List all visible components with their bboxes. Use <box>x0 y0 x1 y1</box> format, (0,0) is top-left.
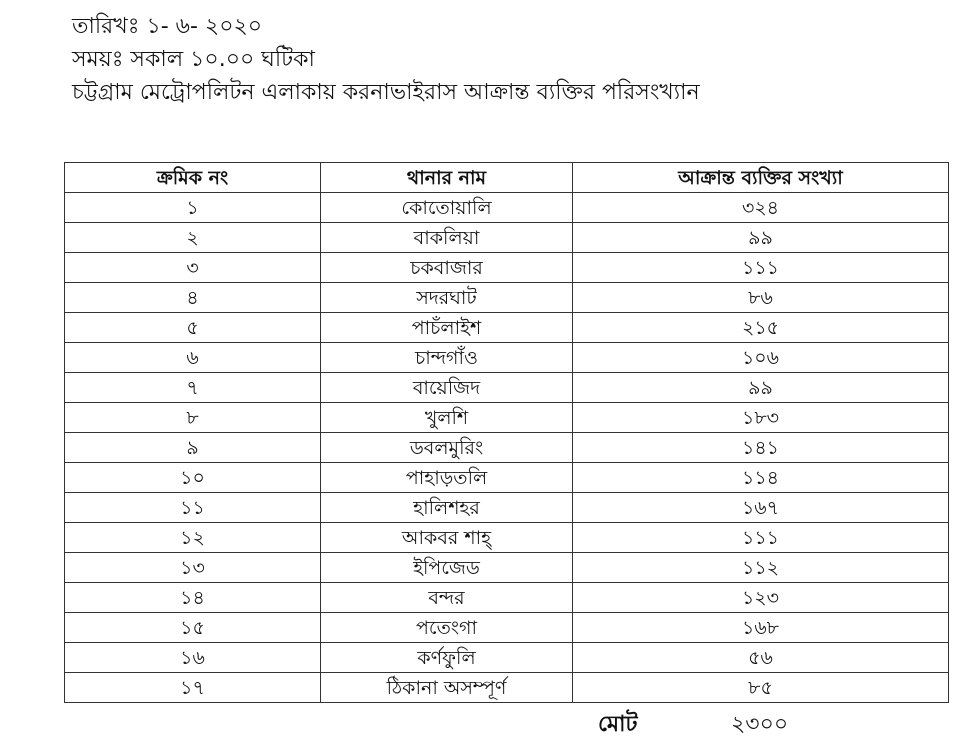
case-count-cell: ৫৬ <box>573 643 949 673</box>
serial-cell: ১১ <box>65 493 321 523</box>
serial-cell: ১৫ <box>65 613 321 643</box>
total-label: মোট <box>598 712 638 737</box>
column-header-thana-name: থানার নাম <box>321 163 573 193</box>
serial-cell: ১০ <box>65 463 321 493</box>
thana-name-cell: খুলশি <box>321 403 573 433</box>
serial-cell: ৫ <box>65 313 321 343</box>
thana-name-cell: ইপিজেড <box>321 553 573 583</box>
thana-name-cell: ডবলমুরিং <box>321 433 573 463</box>
serial-cell: ৮ <box>65 403 321 433</box>
thana-name-cell: আকবর শাহ্ <box>321 523 573 553</box>
case-count-cell: ১৪১ <box>573 433 949 463</box>
table-row <box>65 283 949 313</box>
table-row <box>65 193 949 223</box>
serial-cell: ৪ <box>65 283 321 313</box>
thana-name-cell: সদরঘাট <box>321 283 573 313</box>
serial-cell: ১৭ <box>65 673 321 703</box>
thana-name-cell: পাচঁলাইশ <box>321 313 573 343</box>
thana-name-cell: বাকলিয়া <box>321 223 573 253</box>
case-count-cell: ৩২৪ <box>573 193 949 223</box>
case-count-cell: ৮৫ <box>573 673 949 703</box>
case-count-cell: ১৬৭ <box>573 493 949 523</box>
serial-cell: ৭ <box>65 373 321 403</box>
table-row <box>65 463 949 493</box>
case-count-cell: ১১১ <box>573 253 949 283</box>
document-header <box>72 10 932 109</box>
table-row <box>65 433 949 463</box>
thana-name-cell: চান্দগাঁও <box>321 343 573 373</box>
table-row <box>65 223 949 253</box>
case-count-cell: ১০৬ <box>573 343 949 373</box>
case-count-cell: ১৬৮ <box>573 613 949 643</box>
date-line: তারিখঃ ১- ৬- ২০২০ <box>72 14 263 39</box>
total-row <box>598 708 898 742</box>
table-header-row <box>65 163 949 193</box>
case-count-cell: ১১১ <box>573 523 949 553</box>
thana-name-cell: পাহাড়তলি <box>321 463 573 493</box>
table-row <box>65 313 949 343</box>
serial-cell: ১৪ <box>65 583 321 613</box>
case-count-cell: ১২৩ <box>573 583 949 613</box>
case-count-cell: ৮৬ <box>573 283 949 313</box>
case-count-cell: ১৮৩ <box>573 403 949 433</box>
table-row <box>65 583 949 613</box>
column-header-case-count: আক্রান্ত ব্যক্তির সংখ্যা <box>573 163 949 193</box>
table-row <box>65 643 949 673</box>
thana-name-cell: বন্দর <box>321 583 573 613</box>
serial-cell: ২ <box>65 223 321 253</box>
case-count-cell: ১১৪ <box>573 463 949 493</box>
thana-name-cell: পতেংগা <box>321 613 573 643</box>
column-header-serial: ক্রমিক নং <box>65 163 321 193</box>
case-count-cell: ৯৯ <box>573 223 949 253</box>
serial-cell: ১৩ <box>65 553 321 583</box>
serial-cell: ৩ <box>65 253 321 283</box>
thana-name-cell: চকবাজার <box>321 253 573 283</box>
thana-name-cell: কোতোয়ালি <box>321 193 573 223</box>
table-row <box>65 343 949 373</box>
case-count-cell: ২১৫ <box>573 313 949 343</box>
table-row <box>65 253 949 283</box>
serial-cell: ১৬ <box>65 643 321 673</box>
serial-cell: ৯ <box>65 433 321 463</box>
case-count-cell: ৯৯ <box>573 373 949 403</box>
serial-cell: ৬ <box>65 343 321 373</box>
report-title: চট্টগ্রাম মেট্রোপলিটন এলাকায় করনাভাইরাস আক্রান্ত ব্যক্তির পরিসংখ্যান <box>72 80 700 105</box>
cases-by-thana-table <box>64 162 949 703</box>
thana-name-cell: হালিশহর <box>321 493 573 523</box>
thana-name-cell: বায়েজিদ <box>321 373 573 403</box>
table-row <box>65 523 949 553</box>
table-row <box>65 673 949 703</box>
table-row <box>65 493 949 523</box>
table-row <box>65 553 949 583</box>
serial-cell: ১২ <box>65 523 321 553</box>
case-count-cell: ১১২ <box>573 553 949 583</box>
table-row <box>65 373 949 403</box>
total-value: ২৩০০ <box>731 712 789 737</box>
serial-cell: ১ <box>65 193 321 223</box>
table-row <box>65 403 949 433</box>
thana-name-cell: ঠিকানা অসম্পূর্ণ <box>321 673 573 703</box>
thana-name-cell: কর্ণফুলি <box>321 643 573 673</box>
table-row <box>65 613 949 643</box>
time-line: সময়ঃ সকাল ১০.০০ ঘটিকা <box>72 47 315 72</box>
